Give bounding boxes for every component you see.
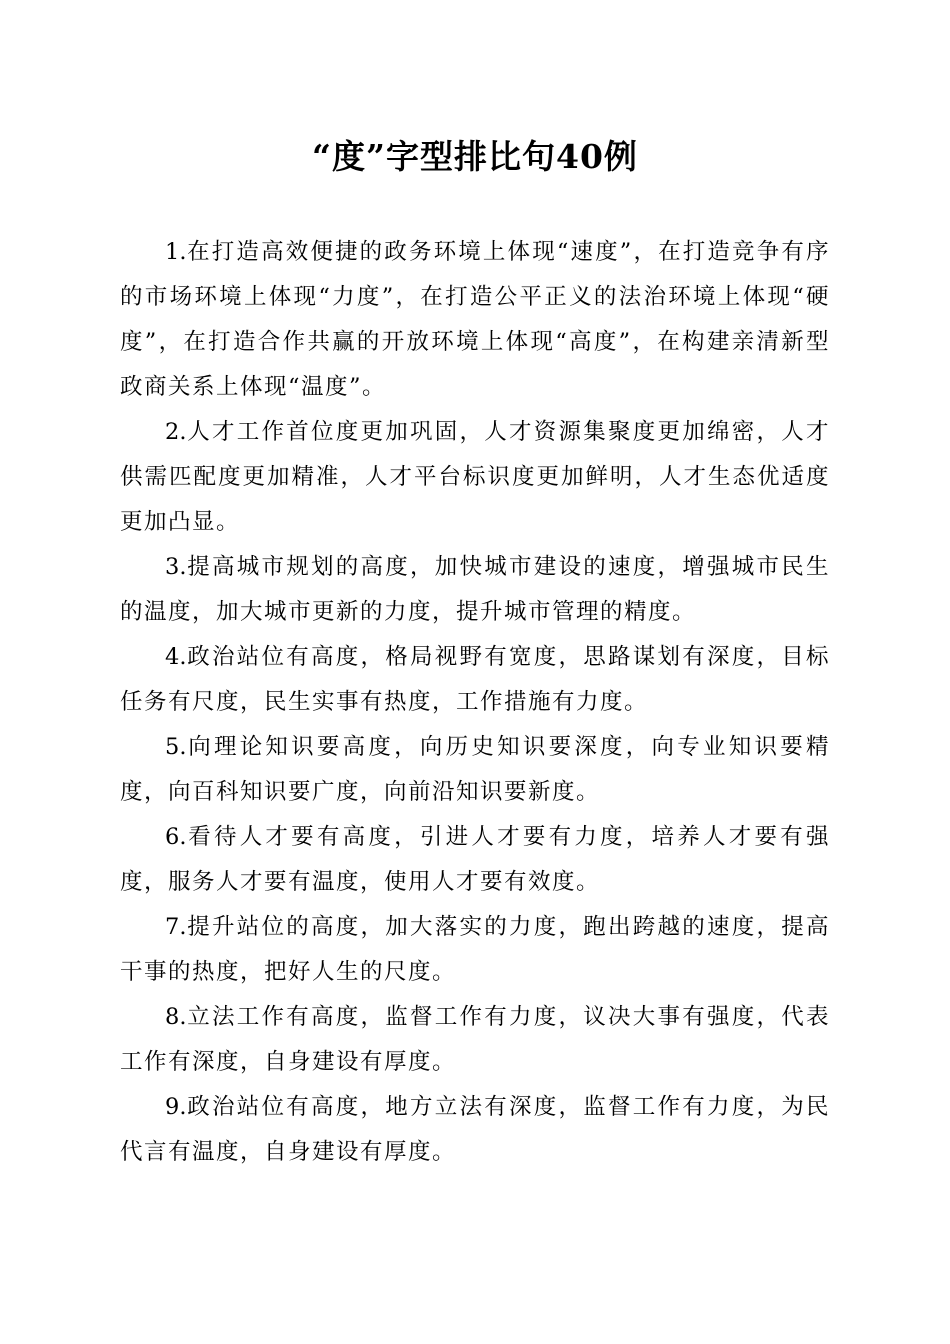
paragraph-number: 5. — [165, 734, 187, 760]
paragraph-5 — [120, 725, 830, 815]
paragraph-number: 3. — [165, 554, 187, 580]
paragraph-text: 看待人才要有高度，引进人才要有力度，培养人才要有强度，服务人才要有温度，使用人才要有效度。 — [120, 824, 830, 895]
paragraph-number: 4. — [165, 644, 187, 670]
paragraph-number: 9. — [165, 1094, 187, 1120]
paragraph-text: 立法工作有高度，监督工作有力度，议决大事有强度，代表工作有深度，自身建设有厚度。 — [120, 1004, 830, 1075]
paragraph-number: 2. — [165, 419, 187, 445]
paragraph-1 — [120, 230, 830, 410]
paragraph-4 — [120, 635, 830, 725]
paragraph-text: 在打造高效便捷的政务环境上体现“速度”，在打造竞争有序的市场环境上体现“力度”，在打造公平正义的法治环境上体现“硬度”，在打造合作共赢的开放环境上体现“高度”，在构建亲清新型政商关系上体现“温度”。 — [120, 239, 830, 400]
paragraph-3 — [120, 545, 830, 635]
paragraph-text: 政治站位有高度，地方立法有深度，监督工作有力度，为民代言有温度，自身建设有厚度。 — [120, 1094, 830, 1165]
document-title: “度”字型排比句40例 — [312, 137, 638, 176]
document-body — [120, 230, 830, 1175]
paragraph-number: 6. — [165, 824, 187, 850]
paragraph-6 — [120, 815, 830, 905]
paragraph-7 — [120, 905, 830, 995]
paragraph-number: 8. — [165, 1004, 187, 1030]
paragraph-2 — [120, 410, 830, 545]
paragraph-text: 提高城市规划的高度，加快城市建设的速度，增强城市民生的温度，加大城市更新的力度，提升城市管理的精度。 — [120, 554, 830, 625]
paragraph-text: 人才工作首位度更加巩固，人才资源集聚度更加绵密，人才供需匹配度更加精准，人才平台标识度更加鲜明，人才生态优适度更加凸显。 — [120, 419, 830, 535]
paragraph-text: 政治站位有高度，格局视野有宽度，思路谋划有深度，目标任务有尺度，民生实事有热度，工作措施有力度。 — [120, 644, 830, 715]
paragraph-number: 1. — [165, 239, 187, 265]
paragraph-8 — [120, 995, 830, 1085]
paragraph-9 — [120, 1085, 830, 1175]
paragraph-text: 提升站位的高度，加大落实的力度，跑出跨越的速度，提高干事的热度，把好人生的尺度。 — [120, 914, 830, 985]
paragraph-text: 向理论知识要高度，向历史知识要深度，向专业知识要精度，向百科知识要广度，向前沿知识要新度。 — [120, 734, 830, 805]
paragraph-number: 7. — [165, 914, 187, 940]
